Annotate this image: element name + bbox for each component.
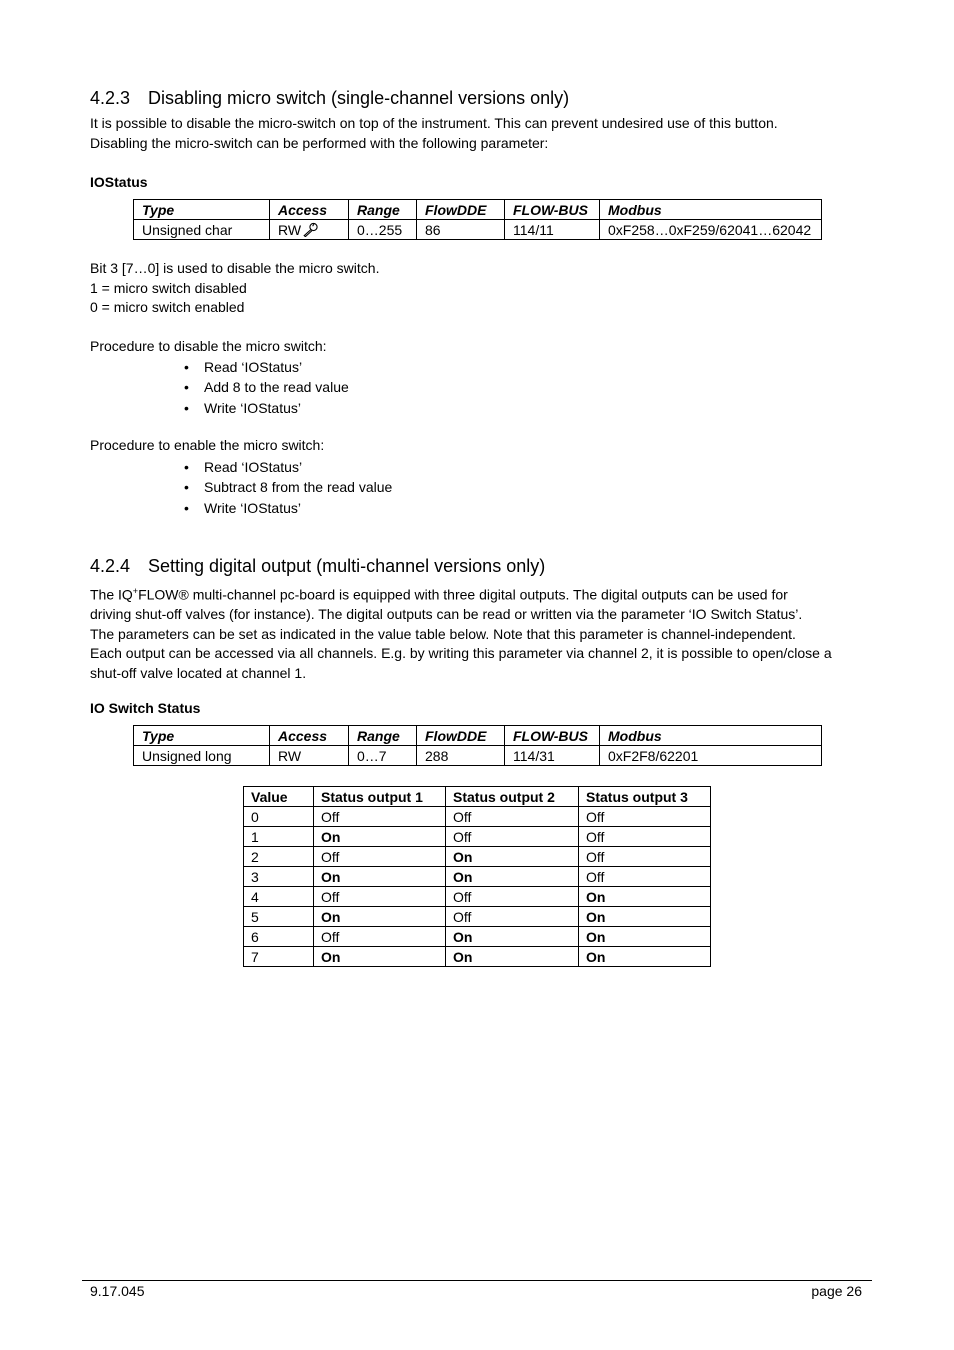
cell-flowbus: 114/31 [505,746,600,766]
header-cell: Modbus [600,726,822,746]
cell-flowdde: 288 [417,746,505,766]
paragraph-text: FLOW® multi-channel pc-board is equipped with three digital outputs. The digital outputs can be used for [138,586,788,603]
header-cell: Modbus [600,200,822,220]
paragraph-line [90,582,865,605]
header-cell: Access [270,200,349,220]
table-row [134,220,822,240]
value-cell: 0 [244,807,314,827]
cell-flowbus: 114/11 [505,220,600,240]
table-row [134,746,822,766]
table-header-row [134,200,822,220]
iostatus-parameter-table [133,199,822,240]
status-cell: On [446,847,579,867]
disable-procedure-title: Procedure to disable the micro switch: [90,338,327,354]
section-title: Disabling micro switch (single-channel versions only) [148,88,570,108]
status-cell: On [314,827,446,847]
value-cell: 1 [244,827,314,847]
header-cell: Range [349,200,417,220]
paragraph-line: Each output can be accessed via all channels. E.g. by writing this parameter via channel 2, it is possible to open/close a [90,645,832,662]
cell-type: Unsigned long [134,746,270,766]
value-cell: 4 [244,887,314,907]
output-description-paragraph [90,582,865,684]
status-cell: Off [446,887,579,907]
page-number: page 26 [811,1283,862,1299]
list-item: • Read ‘IOStatus’ [184,457,392,477]
paragraph-line: The parameters can be set as indicated in the value table below. Note that this parameter is channel-independent. [90,625,796,642]
header-cell: Status output 3 [579,787,711,807]
section-number: 4.2.3 [90,88,131,108]
header-cell: Range [349,726,417,746]
list-item: • Read ‘IOStatus’ [184,357,349,377]
cell-flowdde: 86 [417,220,505,240]
list-item: • Subtract 8 from the read value [184,477,392,497]
table-row [244,927,711,947]
cell-type: Unsigned char [134,220,270,240]
cell-range: 0…7 [349,746,417,766]
output-value-table [243,786,711,967]
header-cell: Status output 2 [446,787,579,807]
intro-line: It is possible to disable the micro-switch on top of the instrument. This can prevent undesired use of this button. [90,115,778,131]
table-row [244,847,711,867]
value-cell: 5 [244,907,314,927]
document-number: 9.17.045 [90,1283,145,1299]
paragraph-line: shut-off valve located at channel 1. [90,665,307,682]
value-cell: 6 [244,927,314,947]
status-cell: On [446,867,579,887]
list-item: • Write ‘IOStatus’ [184,398,349,418]
cell-range: 0…255 [349,220,417,240]
access-value: RW [278,221,302,238]
header-cell: Type [134,200,270,220]
table-header-row [134,726,822,746]
enable-procedure-list [184,457,392,518]
disable-procedure-list [184,357,349,418]
header-cell: Access [270,726,349,746]
cell-access [270,220,349,240]
cell-access: RW [270,746,349,766]
status-cell: Off [446,827,579,847]
footer-divider [82,1280,872,1281]
status-cell: On [446,947,579,967]
status-cell: Off [314,927,446,947]
status-cell: On [314,867,446,887]
list-item: • Write ‘IOStatus’ [184,498,392,518]
table-row [244,947,711,967]
product-name: The IQ [90,586,133,603]
header-cell: Value [244,787,314,807]
table-row [244,887,711,907]
bit-line: Bit 3 [7…0] is used to disable the micro switch. [90,260,380,276]
value-cell: 2 [244,847,314,867]
status-cell: On [579,887,711,907]
intro-line: Disabling the micro-switch can be performed with the following parameter: [90,134,549,151]
disabled-line: 1 = micro switch disabled [90,279,247,296]
status-cell: On [579,927,711,947]
table-row [244,907,711,927]
status-cell: Off [579,847,711,867]
cell-modbus: 0xF258…0xF259/62041…62042 [600,220,822,240]
status-cell: On [446,927,579,947]
header-cell: Status output 1 [314,787,446,807]
status-cell: Off [314,807,446,827]
header-cell: FLOW-BUS [505,200,600,220]
status-cell: Off [579,867,711,887]
status-cell: On [579,907,711,927]
value-cell: 3 [244,867,314,887]
status-cell: Off [446,807,579,827]
table-row [244,827,711,847]
io-switch-status-parameter-table [133,725,822,766]
status-cell: Off [314,847,446,867]
status-cell: On [314,907,446,927]
table-row [244,807,711,827]
header-cell: FlowDDE [417,726,505,746]
header-cell: FlowDDE [417,200,505,220]
enable-procedure-title: Procedure to enable the micro switch: [90,437,325,453]
paragraph-line: driving shut-off valves (for instance). The digital outputs can be read or written via the parameter ‘IO Switch Status’. [90,606,803,623]
parameter-name: IOStatus [90,174,148,190]
enabled-line: 0 = micro switch enabled [90,299,245,316]
status-cell: On [579,947,711,967]
section-number: 4.2.4 [90,556,131,576]
intro-paragraph [90,114,865,153]
section-title: Setting digital output (multi-channel versions only) [148,556,546,576]
table-row [244,867,711,887]
value-cell: 7 [244,947,314,967]
superscript-plus: + [132,586,139,596]
wrench-icon [302,222,319,237]
cell-modbus: 0xF2F8/62201 [600,746,822,766]
bit-description [90,259,865,318]
status-cell: On [314,947,446,967]
header-cell: Type [134,726,270,746]
table-header-row [244,787,711,807]
status-cell: Off [579,807,711,827]
parameter-name: IO Switch Status [90,700,201,716]
status-cell: Off [314,887,446,907]
header-cell: FLOW-BUS [505,726,600,746]
status-cell: Off [446,907,579,927]
section-heading-4-2-4 [90,556,545,577]
section-heading-4-2-3 [90,88,569,109]
list-item: • Add 8 to the read value [184,377,349,397]
status-cell: Off [579,827,711,847]
